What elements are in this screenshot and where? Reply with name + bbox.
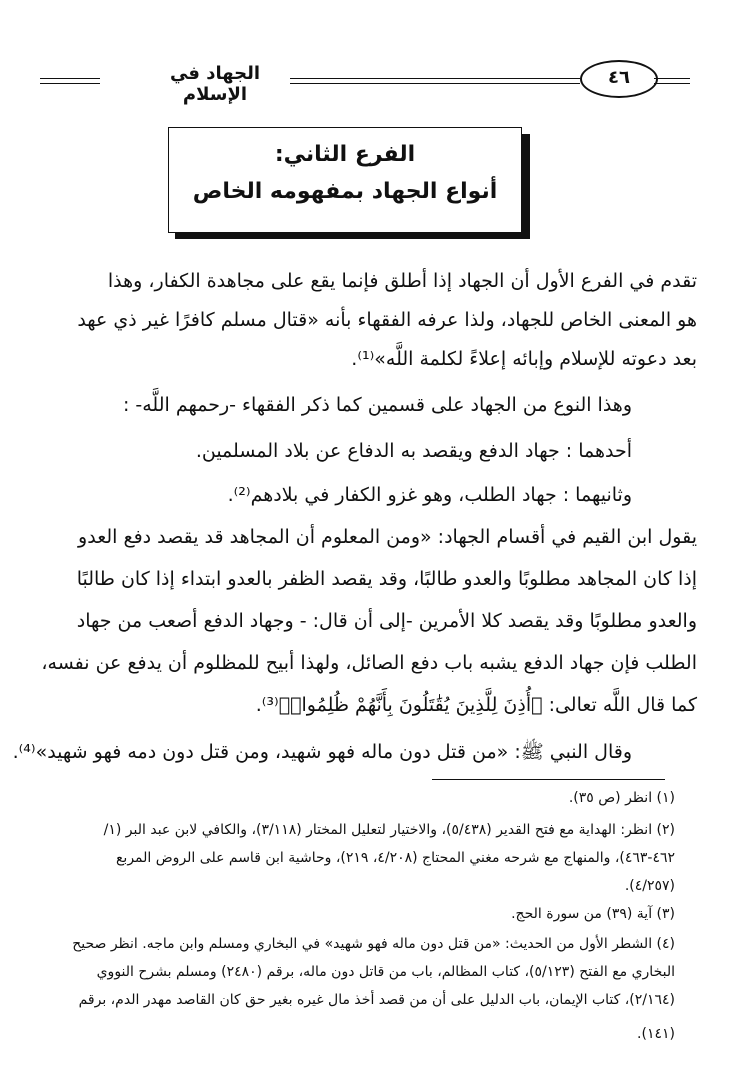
- footnote-line: (٤) الشطر الأول من الحديث: «من قتل دون ماله فهو شهيد» في البخاري ومسلم وابن ماجه. انظر صحيح: [72, 936, 675, 952]
- body-line: بعد دعوته للإسلام وإبائه إعلاءً لكلمة اللَّه»⁽¹⁾.: [351, 348, 697, 370]
- footnote-line: (١) انظر (ص ٣٥).: [568, 790, 675, 806]
- header-rule-right: [654, 78, 690, 79]
- section-heading-box: [168, 127, 522, 233]
- body-line: إذا كان المجاهد مطلوبًا والعدو طالبًا، وقد يقصد الظفر بالعدو ابتداء إذا كان طالبًا: [76, 568, 697, 590]
- running-header: [40, 58, 690, 105]
- footnote-line: البخاري مع الفتح (٥/١٢٣)، كتاب المظالم، باب من قاتل دون ماله، برقم (٢٤٨٠) ومسلم بشرح النووي: [96, 964, 675, 980]
- body-line: والعدو مطلوبًا وقد يقصد كلا الأمرين -إلى أن قال: - وجهاد الدفع أصعب من جهاد: [76, 610, 697, 632]
- footnote-line: (٢/١٦٤)، كتاب الإيمان، باب الدليل على أن من قصد أخذ مال غيره بغير حق كان القاصد مهدر الدم، برقم: [78, 992, 675, 1008]
- footnote-separator: [432, 779, 665, 780]
- body-line: يقول ابن القيم في أقسام الجهاد: «ومن المعلوم أن المجاهد قد يقصد دفع العدو: [78, 526, 697, 548]
- header-rule-left: [40, 78, 100, 79]
- body-line: الطلب فإن جهاد الدفع يشبه باب دفع الصائل، ولهذا أبيح للمظلوم أن يدفع عن نفسه،: [41, 652, 697, 674]
- header-rule-middle-thin: [290, 83, 580, 84]
- footnote-line: ٤٦٢-٤٦٣)، والمنهاج مع شرحه مغني المحتاج (٤/٢٠٨، ٢١٩)، وحاشية ابن قاسم على الروض المربع: [115, 850, 675, 866]
- section-heading-line1: الفرع الثاني:: [274, 142, 416, 167]
- body-line: هو المعنى الخاص للجهاد، ولذا عرفه الفقهاء بأنه «قتال مسلم كافرًا غير ذي عهد: [77, 309, 697, 331]
- section-heading-line2: أنواع الجهاد بمفهومه الخاص: [192, 179, 498, 204]
- footnote-line: (٤/٢٥٧).: [624, 878, 675, 894]
- header-rule-left-thin: [40, 83, 100, 84]
- body-line: تقدم في الفرع الأول أن الجهاد إذا أطلق فإنما يقع على مجاهدة الكفار، وهذا: [107, 270, 697, 292]
- page-number: ٤٦: [580, 60, 658, 98]
- footnote-line: (٣) آية (٣٩) من سورة الحج.: [511, 906, 675, 922]
- footnote-line: (٢) انظر: الهداية مع فتح القدير (٥/٤٣٨)، والاختيار لتعليل المختار (٣/١١٨)، والكافي لابن عبد البر (١/: [103, 822, 675, 838]
- body-line: وقال النبي ﷺ: «من قتل دون ماله فهو شهيد، ومن قتل دون دمه فهو شهيد»⁽⁴⁾.: [12, 741, 632, 763]
- body-line: كما قال اللَّه تعالى: ﴿أُذِنَ لِلَّذِينَ يُقَٰتَلُونَ بِأَنَّهُمْ ظُلِمُوا۟﴾⁽³⁾.: [255, 694, 697, 716]
- running-title: الجهاد في الإسلام: [169, 63, 261, 105]
- body-line: وهذا النوع من الجهاد على قسمين كما ذكر الفقهاء -رحمهم اللَّه- :: [122, 394, 632, 416]
- footnote-line: (١٤١).: [637, 1026, 675, 1042]
- body-line: وثانيهما : جهاد الطلب، وهو غزو الكفار في بلادهم⁽²⁾.: [227, 484, 632, 506]
- body-line: أحدهما : جهاد الدفع ويقصد به الدفاع عن بلاد المسلمين.: [195, 440, 632, 462]
- header-rule-middle: [290, 78, 580, 79]
- header-rule-right-thin: [654, 83, 690, 84]
